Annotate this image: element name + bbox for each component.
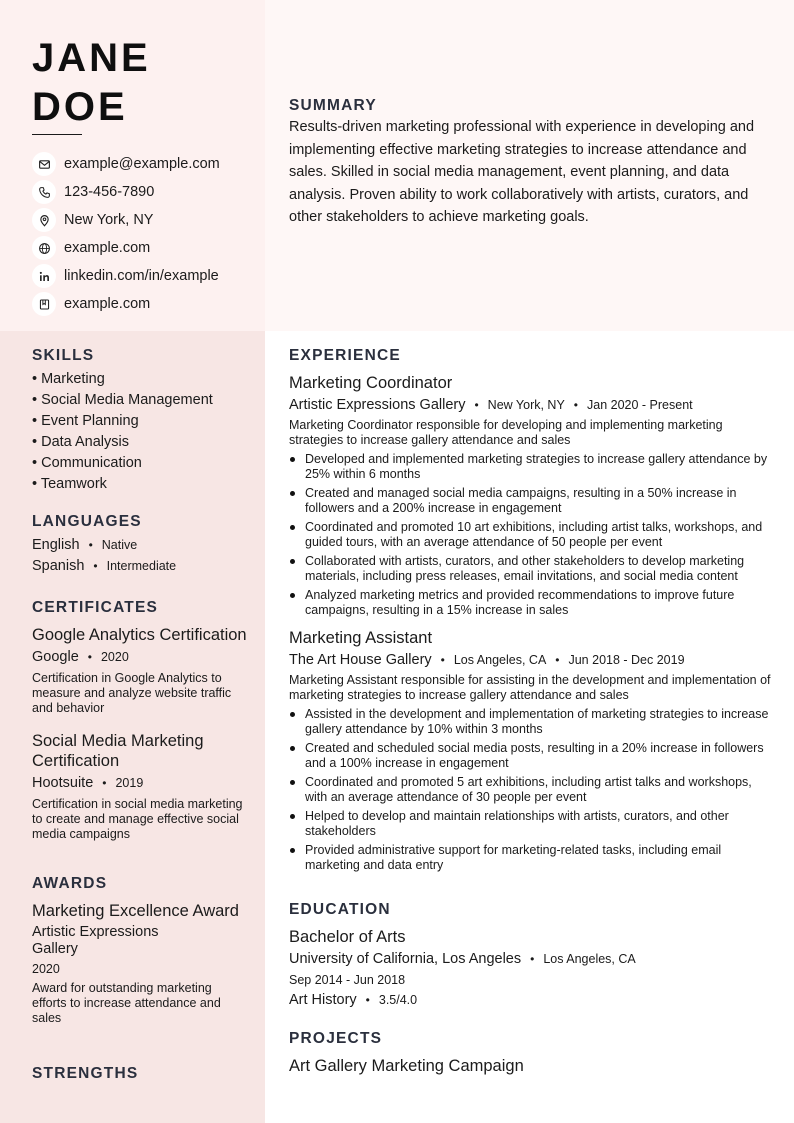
summary-text: Results-driven marketing professional with experience in developing and implementing effective marketing strategies to increase attendance and sales. Skilled in social media management, event planning, and data analysis. Proven ability to work collaboratively with artists, curators, and other stakeholders to achieve marketing goals.: [289, 119, 755, 226]
job-entry: [289, 373, 774, 618]
skill-item: • Marketing: [32, 371, 105, 387]
separator-dot: •: [88, 538, 93, 552]
bullet-dot: [290, 593, 295, 598]
certificate-item: [32, 731, 247, 842]
separator-dot: •: [440, 653, 445, 667]
certificate-meta: [32, 647, 247, 667]
bullet-dot: [290, 491, 295, 496]
bullet-item: [289, 843, 774, 873]
award-item: [32, 901, 247, 1026]
bullet-item: [289, 452, 774, 482]
job-meta: [289, 395, 774, 415]
education-dates: Sep 2014 - Jun 2018: [289, 973, 406, 987]
gpa: 3.5/4.0: [378, 993, 418, 1007]
bullet-item: [289, 707, 774, 737]
language-level: Native: [101, 538, 138, 552]
award-description: Award for outstanding marketing efforts to increase attendance and sales: [32, 981, 221, 1025]
job-dates: Jan 2020 - Present: [587, 398, 693, 412]
contact-phone[interactable]: [32, 178, 257, 206]
contact-linkedin-text: linkedin.com/in/example: [64, 268, 219, 284]
certificate-issuer: Hootsuite: [32, 775, 94, 791]
bullet-text: Developed and implemented marketing strategies to increase gallery attendance by 25% within 6 months: [305, 452, 768, 481]
bullet-text: Helped to develop and maintain relationships with artists, curators, and other stakeholders: [305, 809, 729, 838]
language-item: [32, 537, 247, 558]
summary-section: [289, 97, 774, 229]
strengths-heading: STRENGTHS: [32, 1065, 139, 1082]
job-entry: [289, 628, 774, 873]
separator-dot: •: [93, 559, 98, 573]
job-dates: Jun 2018 - Dec 2019: [568, 653, 685, 667]
bullet-text: Analyzed marketing metrics and provided recommendations to improve future campaigns, resulting in a 15% increase in sales: [305, 588, 735, 617]
bullet-text: Created and scheduled social media posts, resulting in a 20% increase in followers and a 100% increase in engagement: [305, 741, 764, 770]
language-name: Spanish: [32, 558, 85, 574]
bullet-dot: [290, 457, 295, 462]
projects-section: [289, 1030, 774, 1076]
bullet-item: [289, 588, 774, 618]
separator-dot: •: [474, 398, 479, 412]
contact-email-text: example@example.com: [64, 156, 220, 172]
contact-location-text: New York, NY: [64, 212, 154, 228]
bullet-item: [289, 554, 774, 584]
job-title: Marketing Assistant: [289, 629, 433, 647]
bullet-text: Coordinated and promoted 5 art exhibitions, including artist talks and workshops, with an average attendance of 30 people per event: [305, 775, 752, 804]
certificate-issuer: Google: [32, 649, 79, 665]
portfolio-icon: [32, 292, 56, 316]
job-location: Los Angeles, CA: [453, 653, 547, 667]
contact-portfolio-text: example.com: [64, 296, 151, 312]
certificates-section: [32, 599, 247, 842]
languages-heading: LANGUAGES: [32, 513, 142, 530]
contact-phone-text: 123-456-7890: [64, 184, 155, 200]
job-meta: [289, 650, 774, 670]
contact-location: [32, 206, 257, 234]
education-section: [289, 901, 774, 1010]
job-description: Marketing Coordinator responsible for developing and implementing marketing strategies to increase gallery attendance and sales: [289, 418, 723, 447]
bullet-dot: [290, 746, 295, 751]
award-organization: Artistic Expressions Gallery: [32, 924, 159, 957]
certificate-meta: [32, 773, 247, 793]
project-title: Art Gallery Marketing Campaign: [289, 1057, 524, 1075]
degree-title: Bachelor of Arts: [289, 928, 406, 946]
bullet-dot: [290, 848, 295, 853]
job-company: The Art House Gallery: [289, 652, 432, 668]
field-of-study: Art History: [289, 992, 357, 1008]
last-name: DOE: [32, 85, 128, 129]
education-meta: [289, 949, 774, 969]
summary-heading: SUMMARY: [289, 97, 377, 114]
language-name: English: [32, 537, 80, 553]
bullet-dot: [290, 525, 295, 530]
skill-item: • Event Planning: [32, 413, 139, 429]
contact-list: [32, 150, 257, 318]
skills-list: [32, 369, 247, 495]
job-bullets: [289, 707, 774, 873]
certificate-year: 2019: [115, 776, 144, 790]
skill-item: • Teamwork: [32, 476, 107, 492]
award-year: 2020: [32, 962, 60, 976]
skill-item: • Communication: [32, 455, 142, 471]
awards-heading: AWARDS: [32, 875, 108, 892]
phone-icon: [32, 180, 56, 204]
school-name: University of California, Los Angeles: [289, 951, 522, 967]
certificate-description: Certification in social media marketing to create and manage effective social media campaigns: [32, 797, 243, 841]
bullet-text: Assisted in the development and implementation of marketing strategies to increase gallery attendance by 10% within 3 months: [305, 707, 769, 736]
job-bullets: [289, 452, 774, 618]
name-divider: [32, 134, 82, 135]
separator-dot: •: [573, 398, 578, 412]
bullet-item: [289, 809, 774, 839]
bullet-dot: [290, 814, 295, 819]
contact-email[interactable]: [32, 150, 257, 178]
bullet-dot: [290, 712, 295, 717]
bullet-dot: [290, 559, 295, 564]
contact-portfolio[interactable]: [32, 290, 257, 318]
awards-section: [32, 875, 247, 1026]
bullet-text: Collaborated with artists, curators, and other stakeholders to develop marketing materials, including press releases, email invitations, and social media content: [305, 554, 745, 583]
award-title: Marketing Excellence Award: [32, 902, 239, 920]
linkedin-icon: [32, 264, 56, 288]
bullet-item: [289, 520, 774, 550]
bullet-item: [289, 775, 774, 805]
bullet-item: [289, 486, 774, 516]
education-heading: EDUCATION: [289, 901, 391, 918]
job-company: Artistic Expressions Gallery: [289, 397, 466, 413]
strengths-section: [32, 1065, 247, 1083]
languages-section: [32, 513, 247, 579]
language-item: [32, 558, 247, 579]
candidate-name: [32, 34, 151, 132]
separator-dot: •: [530, 952, 535, 966]
certificate-description: Certification in Google Analytics to measure and analyze website traffic and behavior: [32, 671, 232, 715]
job-description: Marketing Assistant responsible for assisting in the development and implementation of marketing strategies to increase gallery attendance and sales: [289, 673, 771, 702]
certificate-item: [32, 625, 247, 716]
experience-section: [289, 347, 774, 877]
contact-website[interactable]: [32, 234, 257, 262]
education-field-meta: [289, 990, 774, 1010]
bullet-text: Provided administrative support for marketing-related tasks, including email marketing and data entry: [305, 843, 722, 872]
bullet-item: [289, 741, 774, 771]
bullet-text: Coordinated and promoted 10 art exhibitions, including artist talks, workshops, and guided tours, with an average attendance of 50 people per event: [305, 520, 763, 549]
certificate-title: Google Analytics Certification: [32, 626, 247, 644]
separator-dot: •: [365, 993, 370, 1007]
globe-icon: [32, 236, 56, 260]
separator-dot: •: [102, 776, 107, 790]
contact-linkedin[interactable]: [32, 262, 257, 290]
certificate-year: 2020: [100, 650, 129, 664]
experience-heading: EXPERIENCE: [289, 347, 401, 364]
bullet-text: Created and managed social media campaigns, resulting in a 50% increase in followers and a 200% increase in engagement: [305, 486, 737, 515]
language-level: Intermediate: [106, 559, 177, 573]
mail-icon: [32, 152, 56, 176]
contact-website-text: example.com: [64, 240, 151, 256]
separator-dot: •: [87, 650, 92, 664]
school-location: Los Angeles, CA: [543, 952, 636, 966]
skill-item: • Social Media Management: [32, 392, 213, 408]
projects-heading: PROJECTS: [289, 1030, 383, 1047]
certificates-heading: CERTIFICATES: [32, 599, 159, 616]
job-location: New York, NY: [487, 398, 565, 412]
bullet-dot: [290, 780, 295, 785]
first-name: JANE: [32, 36, 151, 80]
certificate-title: Social Media Marketing Certification: [32, 732, 204, 770]
skills-heading: SKILLS: [32, 347, 95, 364]
skills-section: [32, 347, 247, 495]
job-title: Marketing Coordinator: [289, 374, 453, 392]
skill-item: • Data Analysis: [32, 434, 129, 450]
location-pin-icon: [32, 208, 56, 232]
separator-dot: •: [555, 653, 560, 667]
